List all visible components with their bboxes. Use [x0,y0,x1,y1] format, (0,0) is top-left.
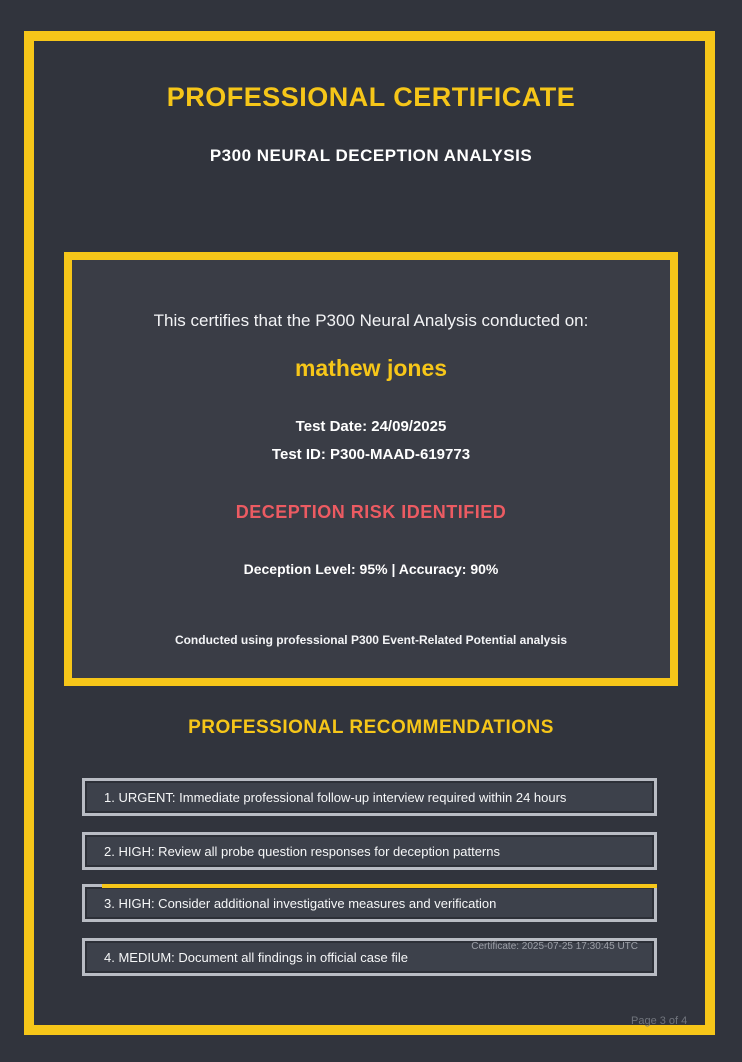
deception-metrics: Deception Level: 95% | Accuracy: 90% [243,561,499,577]
page-subtitle: P300 NEURAL DECEPTION ANALYSIS [209,146,533,165]
recommendation-item-2 [82,832,657,870]
method-note: Conducted using professional P300 Event-Related Potential analysis [174,633,568,647]
recommendation-text-2: 2. HIGH: Review all probe question responses for deception patterns [104,843,500,859]
recommendation-text-1: 1. URGENT: Immediate professional follow-up interview required within 24 hours [104,789,567,805]
recommendations-heading: PROFESSIONAL RECOMMENDATIONS [188,717,554,738]
page-number: Page 3 of 4 [631,1015,688,1027]
certificate-timestamp: Certificate: 2025-07-25 17:30:45 UTC [471,941,638,952]
test-date: Test Date: 24/09/2025 [295,418,447,435]
certificate-panel [64,252,678,686]
recommendation-text-4: 4. MEDIUM: Document all findings in official case file [104,949,408,965]
recommendation-item-3 [82,884,657,922]
certificate-intro-text: This certifies that the P300 Neural Analysis conducted on: [153,311,589,330]
yellow-divider-line [102,884,657,888]
recommendation-text-3: 3. HIGH: Consider additional investigative measures and verification [104,895,497,911]
test-id: Test ID: P300-MAAD-619773 [271,446,471,463]
recommendation-item-1 [82,778,657,816]
risk-heading: DECEPTION RISK IDENTIFIED [235,502,507,522]
subject-name: mathew jones [294,355,448,381]
page-title: PROFESSIONAL CERTIFICATE [166,82,576,112]
